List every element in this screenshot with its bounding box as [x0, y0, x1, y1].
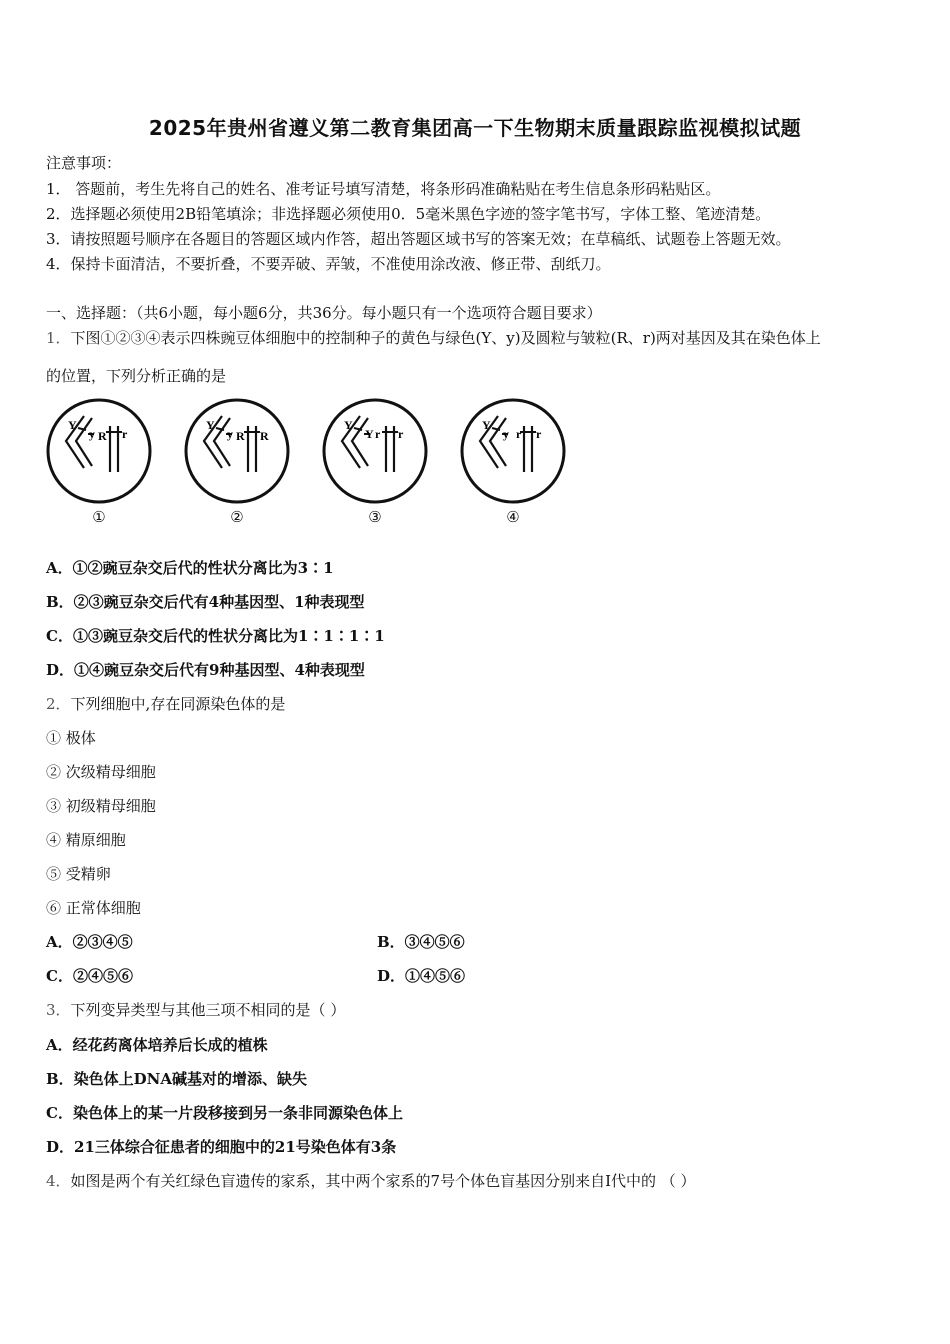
- question-2-item-5: ⑤ 受精卵: [46, 865, 111, 883]
- gene-label: r: [122, 427, 128, 441]
- question-4-text: 如图是两个有关红绿色盲遗传的家系，其中两个家系的7号个体色盲基因分别来自Ⅰ代中的 （ ）: [70, 1172, 696, 1190]
- question-3-text: 下列变异类型与其他三项不相同的是（ ）: [70, 1001, 346, 1019]
- question-4-line: [46, 1170, 696, 1191]
- question-3-option-b[interactable]: B．染色体上DNA碱基对的增添、缺失: [46, 1070, 308, 1088]
- question-2-option-c[interactable]: C．②④⑤⑥: [46, 967, 133, 985]
- question-2-item-3: ③ 初级精母细胞: [46, 797, 156, 815]
- question-2-item-6: ⑥ 正常体细胞: [46, 899, 141, 917]
- notice-item-3: 3．请按照题号顺序在各题目的答题区域内作答，超出答题区域书写的答案无效；在草稿纸、试题卷上答题无效。: [46, 230, 791, 248]
- chromosome-figure-1: [44, 396, 154, 530]
- question-2-option-d[interactable]: D．①④⑤⑥: [377, 967, 466, 985]
- section-heading: 一、选择题：（共6小题，每小题6分，共36分。每小题只有一个选项符合题目要求）: [46, 304, 602, 322]
- gene-label: Y: [68, 418, 77, 432]
- figure-label-4: ④: [506, 508, 520, 526]
- notice-item-4: 4．保持卡面清洁，不要折叠，不要弄破、弄皱，不准使用涂改液、修正带、刮纸刀。: [46, 255, 611, 273]
- cell-diagram-2: [182, 396, 292, 508]
- gene-label: y: [227, 427, 233, 441]
- question-2-option-b[interactable]: B．③④⑤⑥: [377, 933, 465, 951]
- gene-label: r: [375, 427, 381, 441]
- question-3-number: 3．: [46, 1001, 71, 1019]
- gene-label: r: [536, 427, 542, 441]
- question-2-item-2: ② 次级精母细胞: [46, 763, 156, 781]
- question-4-number: 4．: [46, 1172, 71, 1190]
- question-2-line: [46, 693, 285, 714]
- question-2-option-a[interactable]: A．②③④⑤: [46, 933, 133, 951]
- question-2-item-4: ④ 精原细胞: [46, 831, 126, 849]
- gene-label: y: [503, 427, 509, 441]
- question-1-text: 下图①②③④表示四株豌豆体细胞中的控制种子的黄色与绿色(Y、y)及圆粒与皱粒(R、r)两对基因及其在染色体上: [70, 329, 821, 347]
- question-1-line-1: [46, 327, 821, 348]
- question-2-item-1: ① 极体: [46, 729, 96, 747]
- gene-label: R: [236, 429, 245, 443]
- figure-label-1: ①: [92, 508, 106, 526]
- gene-label: Y: [482, 418, 491, 432]
- figure-label-3: ③: [368, 508, 382, 526]
- figure-label-2: ②: [230, 508, 244, 526]
- notice-heading: 注意事项：: [46, 154, 122, 172]
- chromosome-figure-4: [458, 396, 568, 530]
- question-3-line: [46, 999, 345, 1020]
- question-2-number: 2．: [46, 695, 71, 713]
- cell-diagram-3: [320, 396, 430, 508]
- cell-diagram-1: [44, 396, 154, 508]
- question-1-option-a[interactable]: A．①②豌豆杂交后代的性状分离比为3∶1: [46, 559, 334, 577]
- question-1-option-b[interactable]: B．②③豌豆杂交后代有4种基因型、1种表现型: [46, 593, 365, 611]
- gene-label: Y: [344, 418, 353, 432]
- gene-label: R: [98, 429, 107, 443]
- chromosome-figure-3: [320, 396, 430, 530]
- gene-label: Y: [365, 427, 374, 441]
- question-1-number: 1．: [46, 329, 71, 347]
- question-1-option-c[interactable]: C．①③豌豆杂交后代的性状分离比为1∶1∶1∶1: [46, 627, 385, 645]
- notice-item-2: 2．选择题必须使用2B铅笔填涂；非选择题必须使用0．5毫米黑色字迹的签字笔书写，字体工整、笔迹清楚。: [46, 205, 771, 223]
- gene-label: r: [516, 427, 522, 441]
- chromosome-figure-2: [182, 396, 292, 530]
- chromosome-figures: [44, 396, 574, 530]
- question-3-option-d[interactable]: D．21三体综合征患者的细胞中的21号染色体有3条: [46, 1138, 397, 1156]
- question-2-text: 下列细胞中,存在同源染色体的是: [70, 695, 286, 713]
- question-1-line-2: 的位置，下列分析正确的是: [46, 367, 227, 385]
- cell-diagram-4: [458, 396, 568, 508]
- gene-label: r: [398, 427, 404, 441]
- notice-item-1: 1． 答题前，考生先将自己的姓名、准考证号填写清楚，将条形码准确粘贴在考生信息条形码粘贴区。: [46, 180, 721, 198]
- page-title: 2025年贵州省遵义第二教育集团高一下生物期末质量跟踪监视模拟试题: [148, 116, 802, 140]
- gene-label: R: [260, 429, 269, 443]
- question-3-option-a[interactable]: A．经花药离体培养后长成的植株: [46, 1036, 268, 1054]
- gene-label: Y: [206, 418, 215, 432]
- question-1-option-d[interactable]: D．①④豌豆杂交后代有9种基因型、4种表现型: [46, 661, 365, 679]
- gene-label: y: [89, 427, 95, 441]
- question-3-option-c[interactable]: C．染色体上的某一片段移接到另一条非同源染色体上: [46, 1104, 403, 1122]
